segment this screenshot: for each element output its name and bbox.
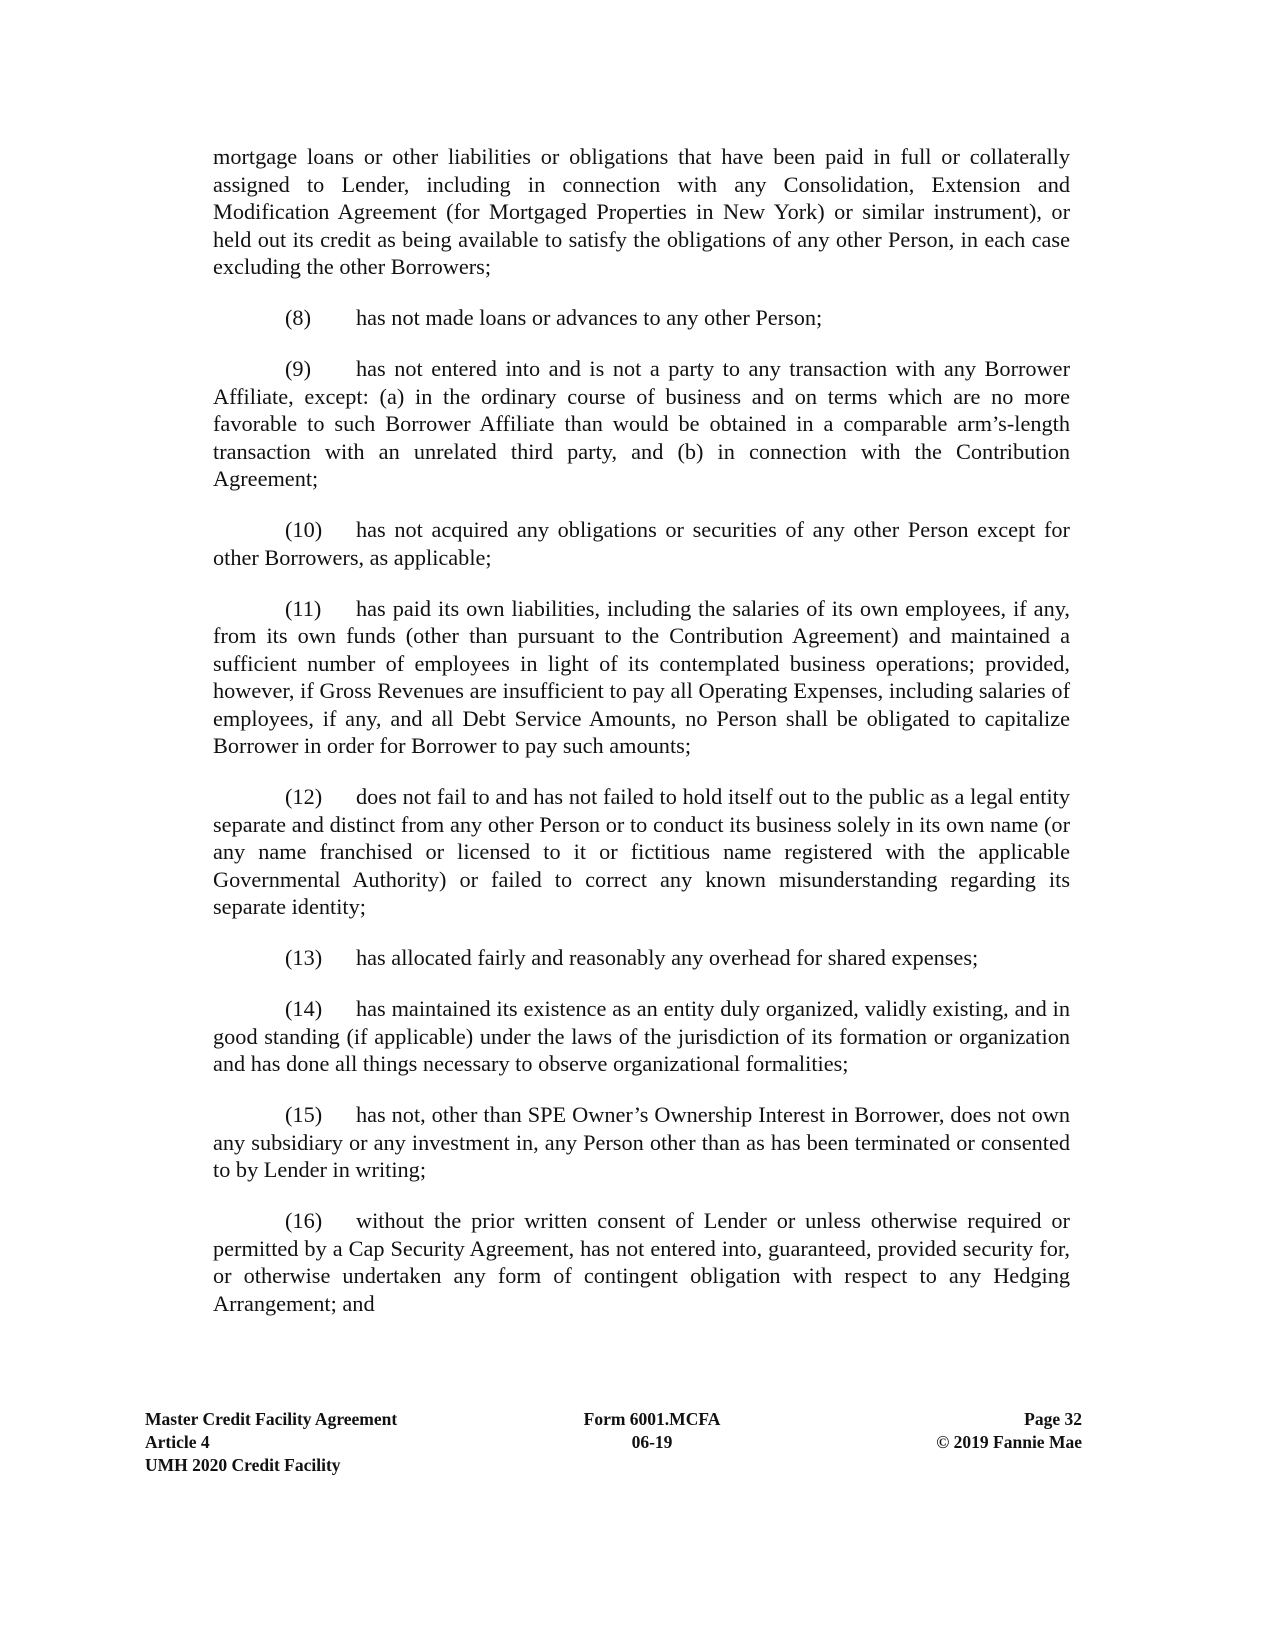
list-item [213,595,1070,760]
document-body [213,143,1070,1341]
list-item [213,1207,1070,1317]
list-item [213,783,1070,921]
list-item [213,944,1070,972]
item-number: (14) [285,996,323,1021]
list-item [213,355,1070,493]
footer-agreement-title: Master Credit Facility Agreement [145,1409,398,1429]
item-number: (8) [285,305,311,330]
item-text: has not made loans or advances to any other Person; [356,305,823,330]
item-number: (9) [285,356,311,381]
item-text: without the prior written consent of Lender or unless otherwise required or permitted by a Cap Security Agreement, has not entered into, guaranteed, provided security for, or otherwise undertaken any form of contingent obligation with respect to any Hedging Arrangement; and [213,1208,1070,1316]
item-text: has not, other than SPE Owner’s Ownership Interest in Borrower, does not own any subsidiary or any investment in, any Person other than as has been terminated or consented to by Lender in writing; [213,1102,1070,1182]
item-number: (12) [285,784,323,809]
list-item [213,995,1070,1078]
footer-form-date: 06-19 [631,1432,673,1452]
intro-paragraph: mortgage loans or other liabilities or obligations that have been paid in full or collaterally assigned to Lender, including in connection with any Consolidation, Extension and Modification Agreement (for Mortgaged Properties in New York) or similar instrument), or held out its credit as being available to satisfy the obligations of any other Person, in each case excluding the other Borrowers; [213,144,1070,279]
footer-left [145,1408,397,1477]
item-list [213,304,1070,1317]
footer-facility: UMH 2020 Credit Facility [145,1455,341,1475]
footer-right [936,1408,1082,1454]
footer-copyright: © 2019 Fannie Mae [936,1432,1082,1452]
item-number: (10) [285,517,323,542]
item-number: (15) [285,1102,323,1127]
item-number: (13) [285,945,323,970]
list-item [213,516,1070,571]
item-text: does not fail to and has not failed to hold itself out to the public as a legal entity separate and distinct from any other Person or to conduct its business solely in its own name (or any name franchised or licensed to it or fictitious name registered with the applicable Governmental Authority) or failed to correct any known misunderstanding regarding its separate identity; [213,784,1070,919]
item-number: (16) [285,1208,323,1233]
item-number: (11) [285,595,322,621]
item-text: has paid its own liabilities, including the salaries of its own employees, if any, from its own funds (other than pursuant to the Contribution Agreement) and maintained a sufficient number of employees in light of its contemplated business operations; provided, however, if Gross Revenues are insufficient to pay all Operating Expenses, including salaries of employees, if any, and all Debt Service Amounts, no Person shall be obligated to capitalize Borrower in order for Borrower to pay such amounts; [213,595,1070,758]
item-text: has not acquired any obligations or securities of any other Person except for other Borrowers, as applicable; [213,517,1070,570]
list-item [213,1101,1070,1184]
item-text: has not entered into and is not a party to any transaction with any Borrower Affiliate, except: (a) in the ordinary course of business and on terms which are no more favorable to such Borrower Affiliate than would be obtained in a comparable arm’s-length transaction with an unrelated third party, and (b) in connection with the Contribution Agreement; [213,356,1070,491]
item-text: has maintained its existence as an entity duly organized, validly existing, and in good standing (if applicable) under the laws of the jurisdiction of its formation or organization and has done all things necessary to observe organizational formalities; [213,996,1070,1076]
list-item [213,304,1070,332]
footer-center [552,1408,752,1454]
item-text: has allocated fairly and reasonably any overhead for shared expenses; [356,945,979,970]
footer-page-number: Page 32 [1024,1409,1082,1429]
footer-article: Article 4 [145,1432,210,1452]
footer-form: Form 6001.MCFA [583,1409,721,1429]
